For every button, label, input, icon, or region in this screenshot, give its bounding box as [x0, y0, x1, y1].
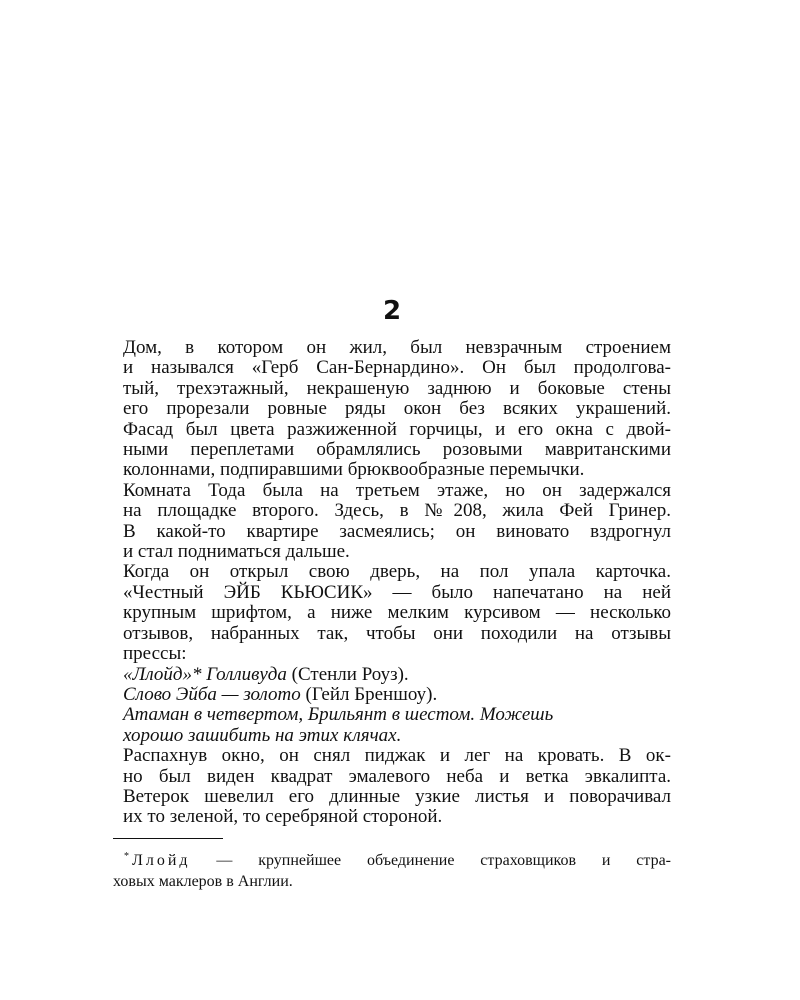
text-line: колоннами, подпиравшими брюквообразные перемычки. — [123, 459, 585, 481]
text-line: Комната Тода была на третьем этаже, но он задержался — [123, 479, 671, 501]
text-line: прессы: — [123, 643, 187, 665]
footnote-divider — [113, 838, 223, 839]
paragraph-4 — [113, 746, 671, 828]
review-author: (Стенли Роуз). — [286, 663, 409, 685]
text-line: Ветерок шевелил его длинные узкие листья и поворачивал — [123, 785, 671, 807]
review-quote: «Ллойд»* Голливуда — [123, 663, 287, 685]
footnote-line: ховых маклеров в Англии. — [113, 873, 293, 890]
footnote — [113, 846, 671, 892]
text-line: отзывов, набранных так, чтобы они походили на отзывы — [123, 622, 671, 644]
text-line: Распахнув окно, он снял пиджак и лег на кровать. В ок- — [123, 745, 671, 767]
text-line: тый, трехэтажный, некрашеную заднюю и боковые стены — [123, 377, 671, 399]
review-author: (Гейл Бреншоу). — [300, 683, 438, 705]
text-line: ными переплетами обрамлялись розовыми мавританскими — [123, 439, 671, 461]
review-line — [123, 685, 671, 705]
footnote-definition: — крупнейшее объединение страховщиков и стра- — [190, 852, 671, 869]
card-review-3 — [113, 705, 671, 746]
text-line: его прорезали ровные ряды окон без всяких украшений. — [123, 398, 671, 420]
paragraph-3 — [113, 562, 671, 664]
review-line — [123, 665, 671, 685]
text-line: Фасад был цвета разжиженной горчицы, и его окна с двой- — [123, 418, 671, 440]
chapter-number: 2 — [382, 296, 402, 326]
paragraph-1 — [113, 338, 671, 481]
text-line: Когда он открыл свою дверь, на пол упала карточка. — [123, 561, 671, 583]
text-line: и стал подниматься дальше. — [123, 541, 350, 563]
text-line: «Честный ЭЙБ КЬЮСИК» — было напечатано на ней — [123, 581, 671, 603]
footnote-marker: * — [124, 851, 129, 862]
text-line: крупным шрифтом, а ниже мелким курсивом — несколько — [123, 602, 671, 624]
review-quote-line: хорошо зашибить на этих клячах. — [123, 724, 402, 746]
chapter-body — [113, 338, 671, 828]
paragraph-2 — [113, 481, 671, 563]
card-review-1 — [113, 665, 671, 685]
text-line: на площадке второго. Здесь, в №208, жила Фей Гринер. — [123, 500, 671, 522]
text-line: и назывался «Герб Сан-Бернардино». Он был продолгова- — [123, 357, 671, 379]
footnote-term: Ллойд — [132, 852, 191, 869]
footnote-line — [113, 846, 671, 871]
book-page — [113, 0, 671, 1000]
text-line: В какой-то квартире засмеялись; он виновато вздрогнул — [123, 520, 671, 542]
card-review-2 — [113, 685, 671, 705]
text-line: Дом, в котором он жил, был невзрачным строением — [123, 337, 671, 358]
review-quote-line: Атаман в четвертом, Брильянт в шестом. Можешь — [123, 704, 554, 726]
text-line: их то зеленой, то серебряной стороной. — [123, 806, 443, 828]
text-line: но был виден квадрат эмалевого неба и ветка эвкалипта. — [123, 765, 671, 787]
review-quote: Слово Эйба — золото — [123, 683, 301, 705]
